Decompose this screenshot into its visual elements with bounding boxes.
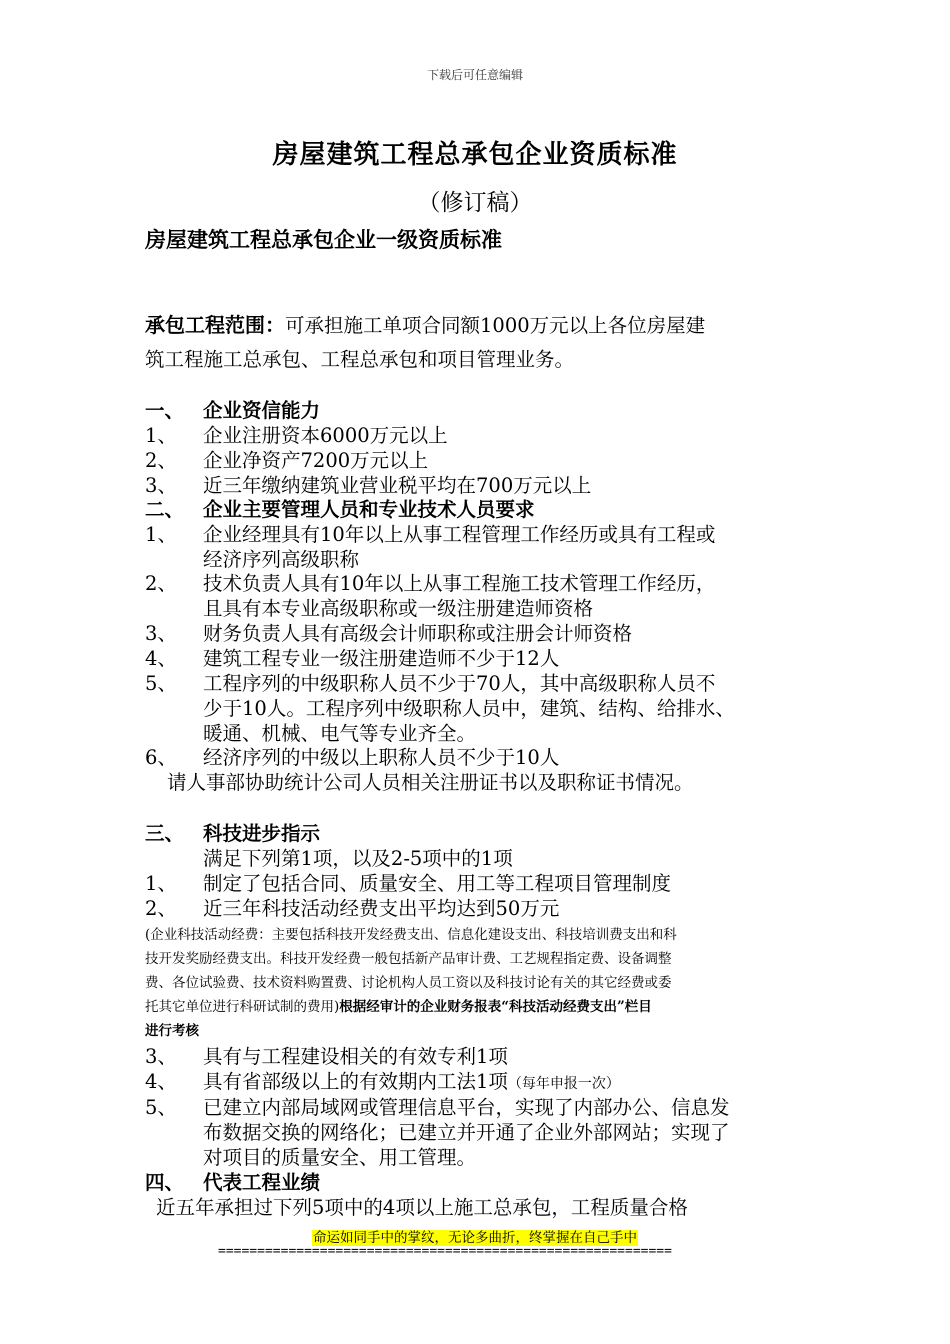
s3-item-3-line1: 具有与工程建设相关的有效专利1项	[203, 1045, 508, 1068]
section-2-number: 二、	[145, 498, 185, 521]
s4-intro: 近五年承担过下列5项中的4项以上施工总承包，工程质量合格	[156, 1196, 688, 1219]
s2-item-5-line1: 工程序列的中级职称人员不少于70人，其中高级职称人员不	[203, 672, 716, 695]
expense-note-line4-normal: 托其它单位进行科研试制的费用)	[145, 999, 340, 1015]
document-subtitle: （修订稿）	[417, 190, 533, 216]
scope-text-line2: 筑工程施工总承包、工程总承包和项目管理业务。	[145, 348, 575, 371]
s3-item-2-num: 2、	[145, 897, 177, 920]
s1-item-3-num: 3、	[145, 474, 177, 497]
s2-item-1-line2: 经济序列高级职称	[203, 548, 360, 571]
s2-item-6-line1: 经济序列的中级以上职称人员不少于10人	[203, 746, 560, 769]
header-note: 下载后可任意编辑	[426, 68, 523, 82]
scope-text-line1: 可承担施工单项合同额1000万元以上各位房屋建	[285, 314, 706, 337]
s2-item-1-num: 1、	[145, 523, 177, 546]
s3-item-1-line1: 制定了包括合同、质量安全、用工等工程项目管理制度	[203, 872, 672, 895]
s3-item-4-note: （每年申报一次）	[507, 1076, 620, 1092]
s1-item-2-text: 企业净资产7200万元以上	[203, 449, 429, 472]
s2-item-3-line1: 财务负责人具有高级会计师职称或注册会计师资格	[203, 622, 633, 645]
s3-item-4-num: 4、	[145, 1070, 177, 1093]
expense-note-line4-bold: 根据经审计的企业财务报表“科技活动经费支出”栏目	[339, 999, 652, 1015]
s3-item-1-num: 1、	[145, 872, 177, 895]
s2-item-2-num: 2、	[145, 572, 177, 595]
footer-motto	[0, 1226, 950, 1246]
s3-item-3-num: 3、	[145, 1045, 177, 1068]
s2-item-4-num: 4、	[145, 647, 177, 670]
section-1-title: 企业资信能力	[203, 399, 321, 422]
s3-item-5-line2: 布数据交换的网络化；已建立并开通了企业外部网站；实现了	[203, 1121, 730, 1144]
level-title: 房屋建筑工程总承包企业一级资质标准	[145, 227, 502, 252]
s2-hr-note: 请人事部协助统计公司人员相关注册证书以及职称证书情况。	[167, 771, 694, 794]
s3-intro: 满足下列第1项，以及2-5项中的1项	[203, 847, 513, 870]
s1-item-1-text: 企业注册资本6000万元以上	[203, 424, 448, 447]
s2-item-5-num: 5、	[145, 672, 177, 695]
scope-label: 承包工程范围：	[145, 313, 285, 337]
s3-item-5-line3: 对项目的质量安全、用工管理。	[203, 1146, 477, 1169]
s2-item-2-line1: 技术负责人具有10年以上从事工程施工技术管理工作经历，	[203, 572, 716, 595]
s2-item-3-num: 3、	[145, 622, 177, 645]
expense-note-line3: 费、各位试验费、技术资料购置费、讨论机构人员工资以及科技讨论有关的其它经费或委	[145, 975, 672, 991]
section-3-title: 科技进步指示	[203, 822, 321, 845]
section-2-title: 企业主要管理人员和专业技术人员要求	[203, 498, 535, 521]
s3-item-2-line1: 近三年科技活动经费支出平均达到50万元	[203, 897, 560, 920]
section-4-title: 代表工程业绩	[203, 1171, 321, 1194]
section-3-number: 三、	[145, 822, 185, 845]
section-1-number: 一、	[145, 399, 185, 422]
s2-item-5-line2: 少于10人。工程序列中级职称人员中，建筑、结构、给排水、	[203, 697, 735, 720]
s2-item-6-num: 6、	[145, 746, 177, 769]
s3-item-4-line1	[203, 1070, 620, 1096]
s1-item-1-num: 1、	[145, 424, 177, 447]
footer-divider: ==========================================================	[218, 1244, 672, 1259]
expense-note-line4	[145, 995, 652, 1019]
s1-item-3-text: 近三年缴纳建筑业营业税平均在700万元以上	[203, 474, 592, 497]
expense-note-line1: (企业科技活动经费：主要包括科技开发经费支出、信息化建设支出、科技培训费支出和科	[145, 927, 677, 943]
s3-item-5-num: 5、	[145, 1096, 177, 1119]
expense-note-line2: 技开发奖励经费支出。科技开发经费一般包括新产品审计费、工艺规程指定费、设备调整	[145, 951, 672, 967]
s3-item-4-text: 具有省部级以上的有效期内工法1项	[203, 1070, 508, 1093]
s2-item-5-line3: 暖通、机械、电气等专业齐全。	[203, 722, 477, 745]
expense-note-line5: 进行考核	[145, 1023, 199, 1039]
scope-paragraph	[145, 308, 817, 377]
section-4-number: 四、	[145, 1171, 185, 1194]
s3-item-5-line1: 已建立内部局域网或管理信息平台，实现了内部办公、信息发	[203, 1096, 730, 1119]
s1-item-2-num: 2、	[145, 449, 177, 472]
s2-item-2-line2: 且具有本专业高级职称或一级注册建造师资格	[203, 597, 594, 620]
s2-item-1-line1: 企业经理具有10年以上从事工程管理工作经历或具有工程或	[203, 523, 716, 546]
footer-motto-text: 命运如同手中的掌纹，无论多曲折，终掌握在自己手中	[313, 1230, 637, 1246]
document-title: 房屋建筑工程总承包企业资质标准	[272, 140, 678, 170]
s2-item-4-line1: 建筑工程专业一级注册建造师不少于12人	[203, 647, 560, 670]
